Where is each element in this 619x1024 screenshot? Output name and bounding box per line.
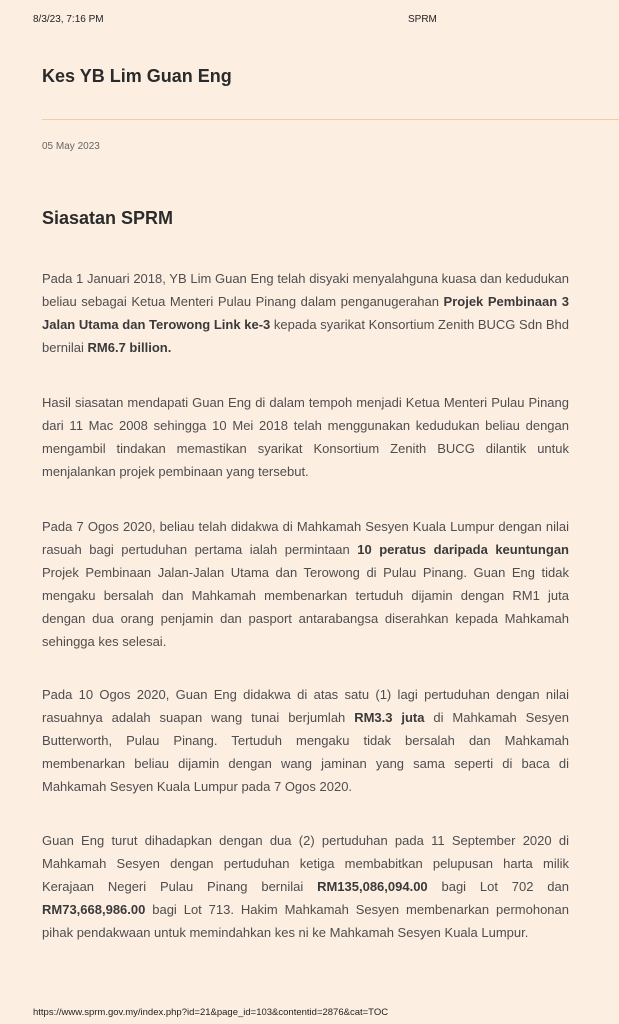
paragraph-2: Hasil siasatan mendapati Guan Eng di dalam tempoh menjadi Ketua Menteri Pulau Pinang dari 11 Mac 2008 sehingga 10 Mei 2018 telah menggunakan kedudukan beliau dengan mengambil tindakan memastikan syarikat Konsortium Zenith BUCG dilantik untuk menjalankan projek pembinaan yang tersebut. [42, 395, 569, 479]
project-value: RM6.7 billion. [87, 340, 172, 355]
section-heading: Siasatan SPRM [42, 208, 174, 228]
print-site-title: SPRM [408, 14, 437, 25]
paragraph-5: Guan Eng turut dihadapkan dengan dua (2) pertuduhan pada 11 September 2020 di Mahkamah Sesyen dengan pertuduhan ketiga membabitkan pelupusan harta milik Kerajaan Negeri Pulau Pinang bernilai RM135,086,094.00 bagi Lot 702 dan RM73,668,986.00 bagi Lot 713. Hakim Mahkamah Sesyen membenarkan permohonan pihak pendakwaan untuk memindahkan kes ni ke Mahkamah Sesyen Kuala Lumpur. [42, 833, 569, 940]
paragraph-3: Pada 7 Ogos 2020, beliau telah didakwa di Mahkamah Sesyen Kuala Lumpur dengan nilai rasuah bagi pertuduhan pertama ialah permintaan 10 peratus daripada keuntungan Projek Pembinaan Jalan-Jalan Utama dan Terowong di Pulau Pinang. Guan Eng tidak mengaku bersalah dan Mahkamah membenarkan tertuduh dijamin dengan RM1 juta dengan dua orang penjamin dan pasport antarabangsa diserahkan kepada Mahkamah sehingga kes selesai. [42, 519, 569, 649]
print-datetime: 8/3/23, 7:16 PM [33, 14, 104, 25]
page-title: Kes YB Lim Guan Eng [42, 66, 232, 86]
lot-702-value: RM135,086,094.00 [317, 879, 428, 894]
bribe-percentage: 10 peratus daripada keuntungan [357, 542, 569, 557]
print-footer-url: https://www.sprm.gov.my/index.php?id=21&page_id=103&contentid=2876&cat=TOC [33, 1007, 389, 1018]
print-header [0, 14, 619, 28]
publish-date: 05 May 2023 [42, 141, 100, 152]
paragraph-4: Pada 10 Ogos 2020, Guan Eng didakwa di atas satu (1) lagi pertuduhan dengan nilai rasuahnya adalah suapan wang tunai berjumlah RM3.3 juta di Mahkamah Sesyen Butterworth, Pulau Pinang. Tertuduh mengaku tidak bersalah dan Mahkamah membenarkan beliau dijamin dengan wang jaminan yang sama seperti di baca di Mahkamah Sesyen Kuala Lumpur pada 7 Ogos 2020. [42, 687, 570, 794]
project-name: Projek Pembinaan 3 Jalan Utama dan Terowong Link ke-3 [42, 294, 569, 332]
bribe-amount: RM3.3 juta [354, 710, 425, 725]
paragraph-1: Pada 1 Januari 2018, YB Lim Guan Eng telah disyaki menyalahguna kuasa dan kedudukan beliau sebagai Ketua Menteri Pulau Pinang dalam penganugerahan Projek Pembinaan 3 Jalan Utama dan Terowong Link ke-3 kepada syarikat Konsortium Zenith BUCG Sdn Bhd bernilai RM6.7 billion. [42, 271, 569, 355]
lot-713-value: RM73,668,986.00 [42, 902, 146, 917]
title-divider [42, 119, 619, 120]
